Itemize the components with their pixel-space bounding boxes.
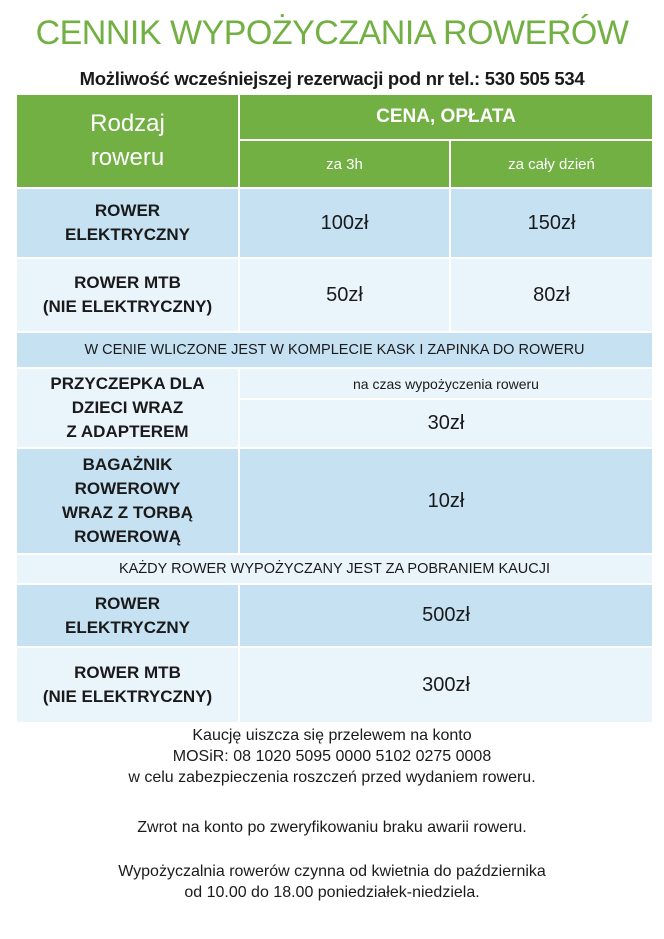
item-name: BAGAŻNIK [82, 455, 173, 474]
reservation-phone: Możliwość wcześniejszej rezerwacji pod nr tel.: 530 505 534 [79, 68, 585, 89]
price-3h: 50zł [240, 259, 449, 331]
price-3h: 100zł [240, 189, 449, 257]
price-day: 150zł [451, 189, 652, 257]
bank-account: MOSiR: 08 1020 5095 0000 5102 0275 0008 [172, 748, 492, 765]
item-name: PRZYCZEPKA DLA [50, 374, 205, 393]
header-price: CENA, OPŁATA [240, 95, 652, 139]
header-3h: za 3h [240, 141, 449, 187]
footer-text: od 10.00 do 18.00 poniedziałek-niedziela. [184, 884, 480, 901]
header-text: Rodzaj [90, 110, 165, 137]
footer-text: w celu zabezpieczenia roszczeń przed wydaniem roweru. [128, 769, 536, 786]
item-name: DZIECI WRAZ [71, 398, 184, 417]
deposit-price: 500zł [240, 585, 652, 646]
item-name: Z ADAPTEREM [66, 422, 189, 441]
header-text: roweru [90, 144, 165, 171]
bike-name: ROWER [94, 593, 161, 613]
trailer-name [17, 369, 238, 447]
bike-name: ROWER [94, 201, 161, 220]
deposit-price: 300zł [240, 648, 652, 722]
trailer-price: 30zł [240, 400, 652, 447]
header-bike-type [17, 95, 238, 187]
bike-name: ELEKTRYCZNY [65, 225, 190, 244]
price-day: 80zł [451, 259, 652, 331]
bike-name: (NIE ELEKTRYCZNY) [42, 687, 213, 706]
item-name: ROWEROWĄ [74, 527, 181, 546]
rack-price: 10zł [240, 449, 652, 553]
item-name: WRAZ Z TORBĄ [62, 503, 193, 522]
rack-name [17, 449, 238, 553]
note-included: W CENIE WLICZONE JEST W KOMPLECIE KASK I ZAPINKA DO ROWERU [17, 333, 652, 367]
footer-text: Kaucję uiszcza się przelewem na konto [192, 727, 472, 744]
item-name: ROWEROWY [74, 479, 181, 498]
refund-info: Zwrot na konto po zweryfikowaniu braku awarii roweru. [137, 819, 527, 836]
bike-name: ROWER MTB [74, 663, 181, 682]
header-day: za cały dzień [451, 141, 652, 187]
bike-name: ROWER MTB [74, 273, 181, 292]
footer-text: Wypożyczalnia rowerów czynna od kwietnia do października [118, 863, 546, 880]
deposit-mtb-name [17, 648, 238, 722]
row-electric-name [17, 189, 238, 257]
note-deposit: KAŻDY ROWER WYPOŻYCZANY JEST ZA POBRANIEM KAUCJI [17, 555, 652, 583]
row-mtb-name [17, 259, 238, 331]
deposit-electric-name [17, 585, 238, 646]
page-title: CENNIK WYPOŻYCZANIA ROWERÓW [35, 14, 629, 52]
opening-hours [0, 861, 664, 903]
bike-name: (NIE ELEKTRYCZNY) [42, 297, 213, 316]
trailer-period: na czas wypożyczenia roweru [240, 369, 652, 398]
deposit-info [0, 725, 664, 788]
bike-name: ELEKTRYCZNY [65, 617, 190, 637]
